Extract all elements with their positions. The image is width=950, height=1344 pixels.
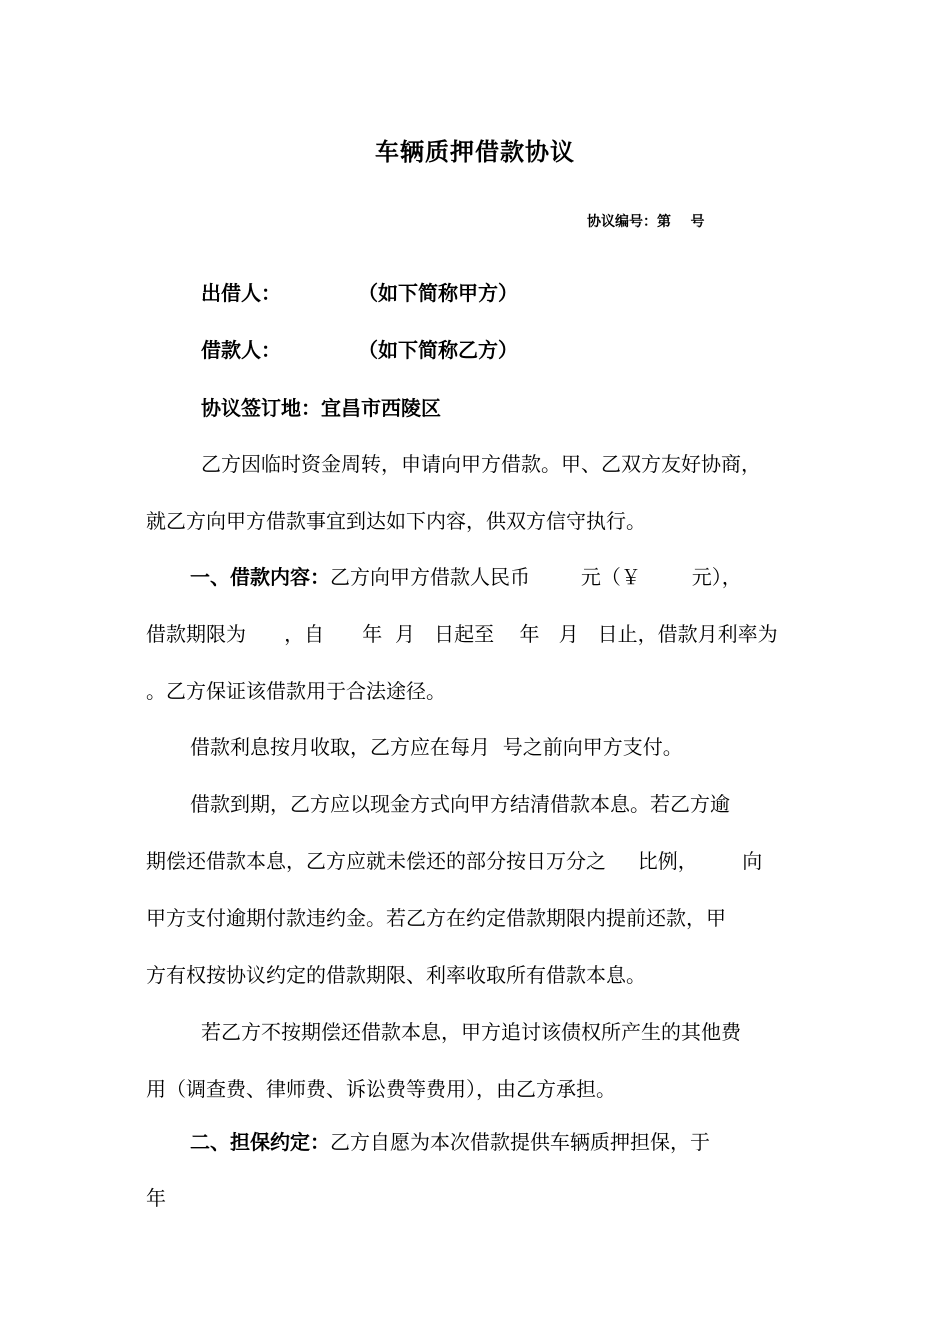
paragraph-line: 甲方支付逾期付款违约金。若乙方在约定借款期限内提前还款，甲 — [146, 906, 726, 930]
borrower-label: 借款人： — [201, 338, 281, 362]
document-title: 车辆质押借款协议 — [375, 137, 575, 166]
paragraph-line: 。乙方保证该借款用于合法途径。 — [146, 679, 446, 703]
section-1-heading: 一、借款内容： — [190, 565, 330, 589]
paragraph-line: 若乙方不按期偿还借款本息，甲方追讨该债权所产生的其他费 — [201, 1020, 741, 1044]
paragraph-line: 年 — [146, 1186, 166, 1210]
signing-place: 协议签订地：宜昌市西陵区 — [201, 396, 441, 420]
document-number: 协议编号：第 号 — [587, 214, 705, 230]
lender-note: （如下简称甲方） — [358, 281, 518, 305]
section-2-heading: 二、担保约定： — [190, 1130, 330, 1154]
paragraph-line: 借款期限为 ，自 年 月 日起至 年 月 日止，借款月利率为 — [146, 622, 778, 646]
paragraph-line: 就乙方向甲方借款事宜到达如下内容，供双方信守执行。 — [146, 509, 646, 533]
paragraph-line: 乙方因临时资金周转，申请向甲方借款。甲、乙双方友好协商， — [201, 452, 761, 476]
paragraph-line: 期偿还借款本息，乙方应就未偿还的部分按日万分之 比例， 向 — [146, 849, 763, 873]
paragraph-line: 用（调查费、律师费、诉讼费等费用），由乙方承担。 — [146, 1077, 616, 1101]
section-1-text: 乙方向甲方借款人民币 元（￥ 元）， — [330, 565, 742, 589]
paragraph-line: 借款利息按月收取，乙方应在每月 号之前向甲方支付。 — [190, 735, 683, 759]
paragraph-line: 方有权按协议约定的借款期限、利率收取所有借款本息。 — [146, 963, 646, 987]
borrower-note: （如下简称乙方） — [358, 338, 518, 362]
section-2-line — [190, 1128, 710, 1156]
lender-label: 出借人： — [201, 281, 281, 305]
paragraph-line: 借款到期，乙方应以现金方式向甲方结清借款本息。若乙方逾 — [190, 792, 730, 816]
section-2-text: 乙方自愿为本次借款提供车辆质押担保，于 — [330, 1130, 710, 1154]
section-1-line — [190, 563, 742, 591]
